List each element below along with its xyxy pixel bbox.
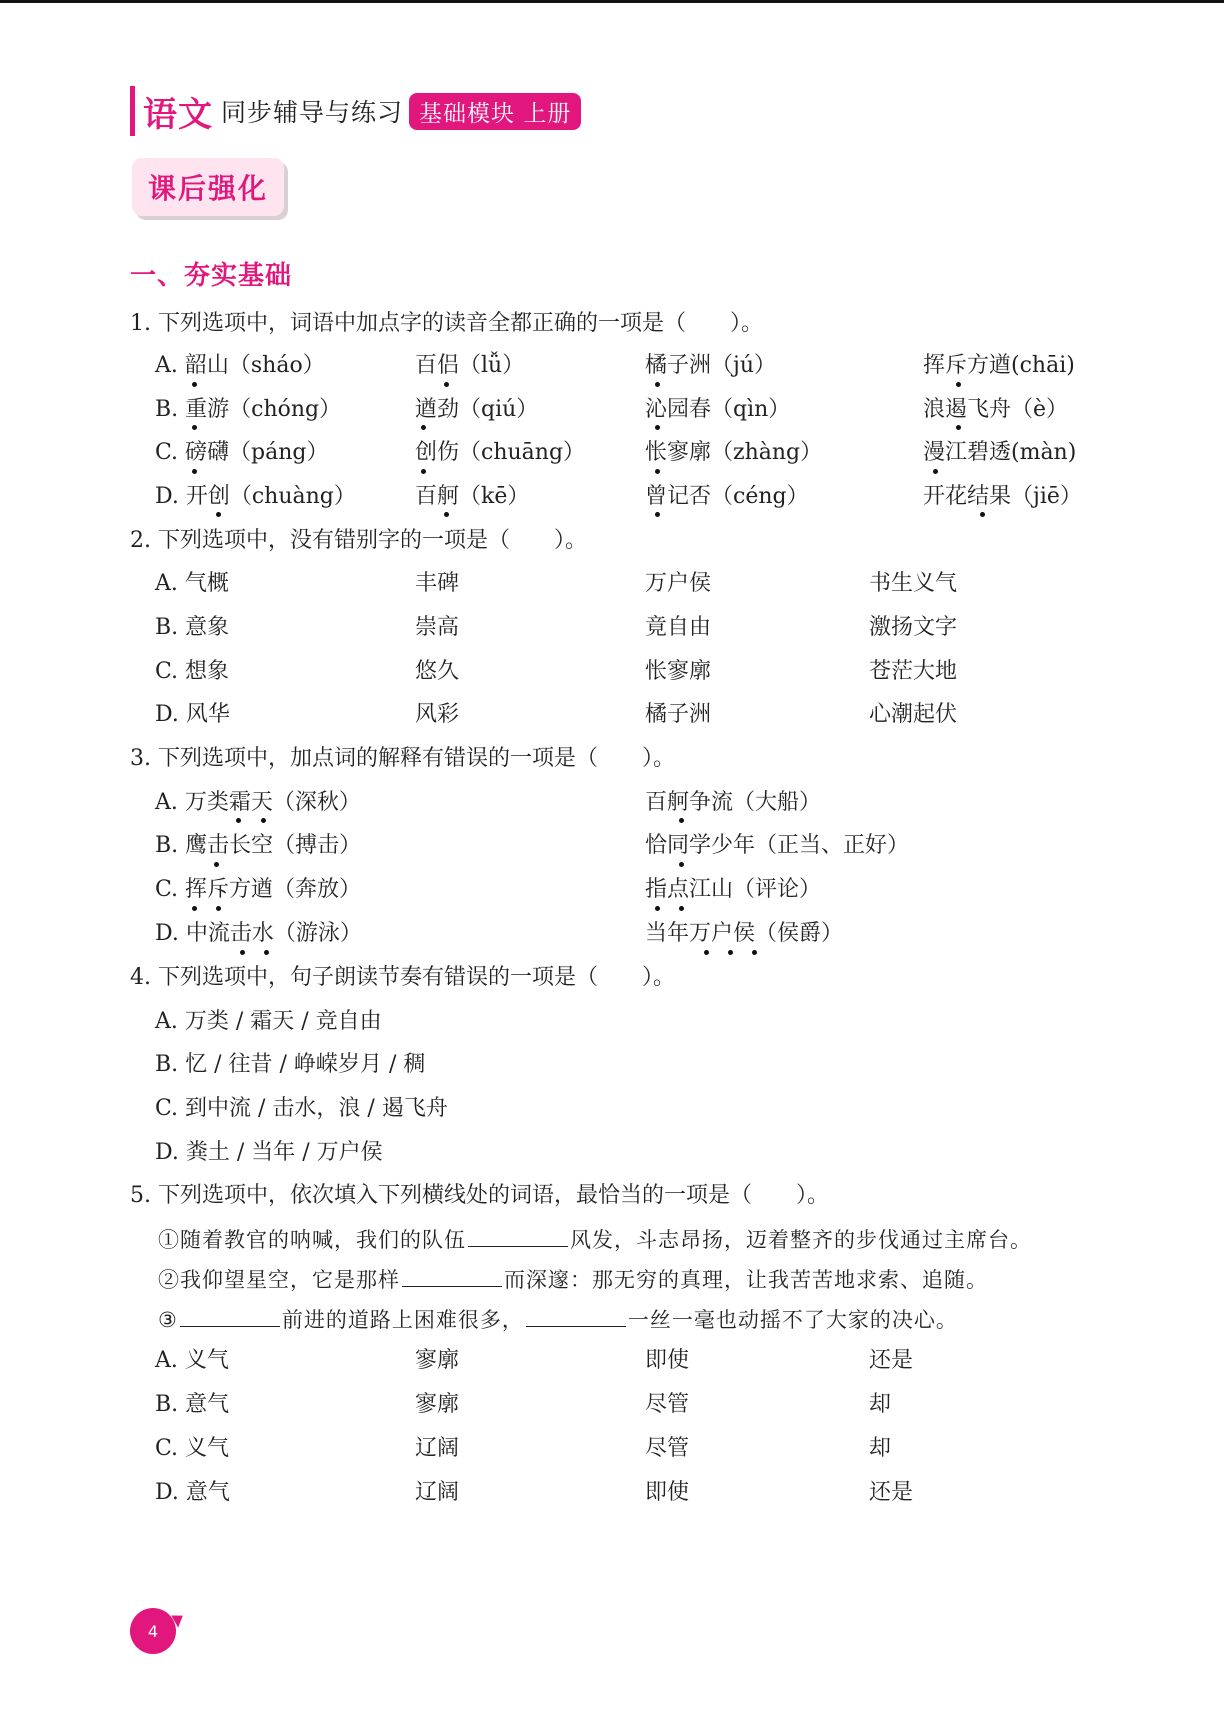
emphasis-dot (980, 512, 985, 517)
option-item: 却 (869, 1436, 892, 1461)
emphasis-dot (264, 950, 269, 955)
sentence-text: 而深邃：那无穷的真理，让我苦苦地求索、追随。 (504, 1268, 988, 1292)
fill-blank[interactable] (180, 1304, 280, 1327)
option-item: 还是 (869, 1348, 914, 1373)
emphasis-dot (192, 425, 197, 430)
option-item: 怅寥廓（zhàng） (645, 440, 823, 465)
option-item: 辽阔 (415, 1480, 460, 1505)
option-item: 还是 (869, 1480, 914, 1505)
question-3-stem: 3. 下列选项中，加点词的解释有错误的一项是（ ）。 (130, 746, 675, 771)
option-item: 沁园春（qìn） (645, 397, 791, 422)
emphasis-dot (421, 469, 426, 474)
option-item: 激扬文字 (869, 615, 958, 640)
option-item: 风彩 (415, 702, 460, 727)
option-item: 悠久 (415, 659, 460, 684)
option-item: 竟自由 (645, 615, 712, 640)
emphasis-dot (655, 382, 660, 387)
option-item: 百舸（kē） (415, 484, 530, 509)
header-subject: 语文 (143, 94, 213, 135)
emphasis-dot (444, 512, 449, 517)
emphasis-dot (728, 950, 733, 955)
option-item: B. 忆 / 往昔 / 峥嵘岁月 / 稠 (155, 1052, 426, 1077)
fill-sentence-2 (158, 1264, 988, 1295)
fill-sentence-3 (158, 1304, 958, 1335)
question-2-stem: 2. 下列选项中，没有错别字的一项是（ ）。 (130, 528, 587, 553)
option-item: C. 挥斥方遒（奔放） (155, 877, 362, 902)
option-item: 万户侯 (645, 571, 712, 596)
emphasis-dot (216, 512, 221, 517)
option-item: 挥斥方遒(chāi) (923, 353, 1075, 378)
option-item: C. 磅礴（páng） (155, 440, 329, 465)
option-item: 曾记否（céng） (645, 484, 809, 509)
option-item: 心潮起伏 (869, 702, 958, 727)
header-accent-bar (130, 86, 135, 136)
option-item: A. 气概 (155, 571, 229, 596)
emphasis-dot (192, 906, 197, 911)
emphasis-dot (261, 818, 266, 823)
option-item: 创伤（chuāng） (415, 440, 586, 465)
option-item: 指点江山（评论） (645, 877, 822, 902)
emphasis-dot (679, 906, 684, 911)
option-item: 浪遏飞舟（è） (923, 397, 1069, 422)
option-item: 辽阔 (415, 1436, 460, 1461)
emphasis-dot (933, 469, 938, 474)
option-item: 开花结果（jiē） (923, 484, 1082, 509)
emphasis-dot (421, 425, 426, 430)
emphasis-dot (679, 862, 684, 867)
part-title: 一、夯实基础 (130, 261, 293, 291)
option-item: 丰碑 (415, 571, 460, 596)
option-item: B. 重游（chóng） (155, 397, 342, 422)
option-item: C. 到中流 / 击水，浪 / 遏飞舟 (155, 1096, 448, 1121)
option-item: D. 风华 (155, 702, 230, 727)
emphasis-dot (192, 469, 197, 474)
emphasis-dot (704, 950, 709, 955)
emphasis-dot (655, 512, 660, 517)
fill-blank[interactable] (402, 1264, 502, 1287)
option-item: 寥廓 (415, 1392, 460, 1417)
option-item: 尽管 (645, 1436, 690, 1461)
option-item: B. 意象 (155, 615, 230, 640)
option-item: 橘子洲 (645, 702, 712, 727)
sentence-text: ③ (158, 1308, 178, 1332)
page-number: 4 (130, 1608, 176, 1654)
question-4-stem: 4. 下列选项中，句子朗读节奏有错误的一项是（ ）。 (130, 965, 675, 990)
sentence-text: 一丝一毫也动摇不了大家的决心。 (627, 1308, 958, 1332)
option-item: 却 (869, 1392, 892, 1417)
emphasis-dot (679, 818, 684, 823)
option-item: A. 韶山（sháo） (155, 353, 325, 378)
sentence-text: ②我仰望星空，它是那样 (158, 1268, 400, 1292)
option-item: B. 鹰击长空（搏击） (155, 833, 362, 858)
option-item: D. 开创（chuàng） (155, 484, 356, 509)
emphasis-dot (655, 425, 660, 430)
option-item: 苍茫大地 (869, 659, 958, 684)
option-item: C. 义气 (155, 1436, 230, 1461)
option-item: B. 意气 (155, 1392, 230, 1417)
option-item: 当年万户侯（侯爵） (645, 921, 844, 946)
question-5-stem: 5. 下列选项中，依次填入下列横线处的词语，最恰当的一项是（ ）。 (130, 1183, 829, 1208)
emphasis-dot (240, 950, 245, 955)
header-series: 同步辅导与练习 (221, 98, 404, 127)
option-item: 即使 (645, 1348, 690, 1373)
option-item: 即使 (645, 1480, 690, 1505)
option-item: C. 想象 (155, 659, 230, 684)
emphasis-dot (236, 818, 241, 823)
option-item: 遒劲（qiú） (415, 397, 539, 422)
option-item: 漫江碧透(màn) (923, 440, 1077, 465)
option-item: 恰同学少年（正当、正好） (645, 833, 910, 858)
fill-blank[interactable] (526, 1304, 626, 1327)
emphasis-dot (444, 382, 449, 387)
page-header (130, 84, 581, 138)
option-item: 怅寥廓 (645, 659, 712, 684)
sentence-text: 前进的道路上困难很多， (281, 1308, 524, 1332)
option-item: 崇高 (415, 615, 460, 640)
emphasis-dot (956, 425, 961, 430)
fill-sentence-1 (158, 1224, 1032, 1255)
fill-blank[interactable] (468, 1224, 568, 1247)
emphasis-dot (752, 950, 757, 955)
emphasis-dot (216, 906, 221, 911)
emphasis-dot (655, 906, 660, 911)
header-badge: 基础模块 上册 (409, 93, 581, 130)
option-item: 书生义气 (869, 571, 958, 596)
option-item: 寥廓 (415, 1348, 460, 1373)
option-item: 橘子洲（jú） (645, 353, 776, 378)
emphasis-dot (192, 382, 197, 387)
emphasis-dot (956, 382, 961, 387)
question-1-stem: 1. 下列选项中，词语中加点字的读音全都正确的一项是（ ）。 (130, 311, 763, 336)
option-item: D. 意气 (155, 1480, 230, 1505)
sentence-text: 风发，斗志昂扬，迈着整齐的步伐通过主席台。 (570, 1228, 1032, 1252)
option-item: 尽管 (645, 1392, 690, 1417)
option-item: 百侣（lǚ） (415, 353, 525, 378)
option-item: D. 中流击水（游泳） (155, 921, 362, 946)
option-item: 百舸争流（大船） (645, 790, 822, 815)
option-item: A. 万类 / 霜天 / 竞自由 (155, 1009, 382, 1034)
option-item: D. 粪土 / 当年 / 万户侯 (155, 1140, 383, 1165)
emphasis-dot (655, 469, 660, 474)
section-tag: 课后强化 (132, 158, 284, 216)
emphasis-dot (214, 862, 219, 867)
top-rule (0, 0, 1224, 3)
option-item: A. 万类霜天（深秋） (155, 790, 361, 815)
sentence-text: ①随着教官的呐喊，我们的队伍 (158, 1228, 466, 1252)
option-item: A. 义气 (155, 1348, 229, 1373)
